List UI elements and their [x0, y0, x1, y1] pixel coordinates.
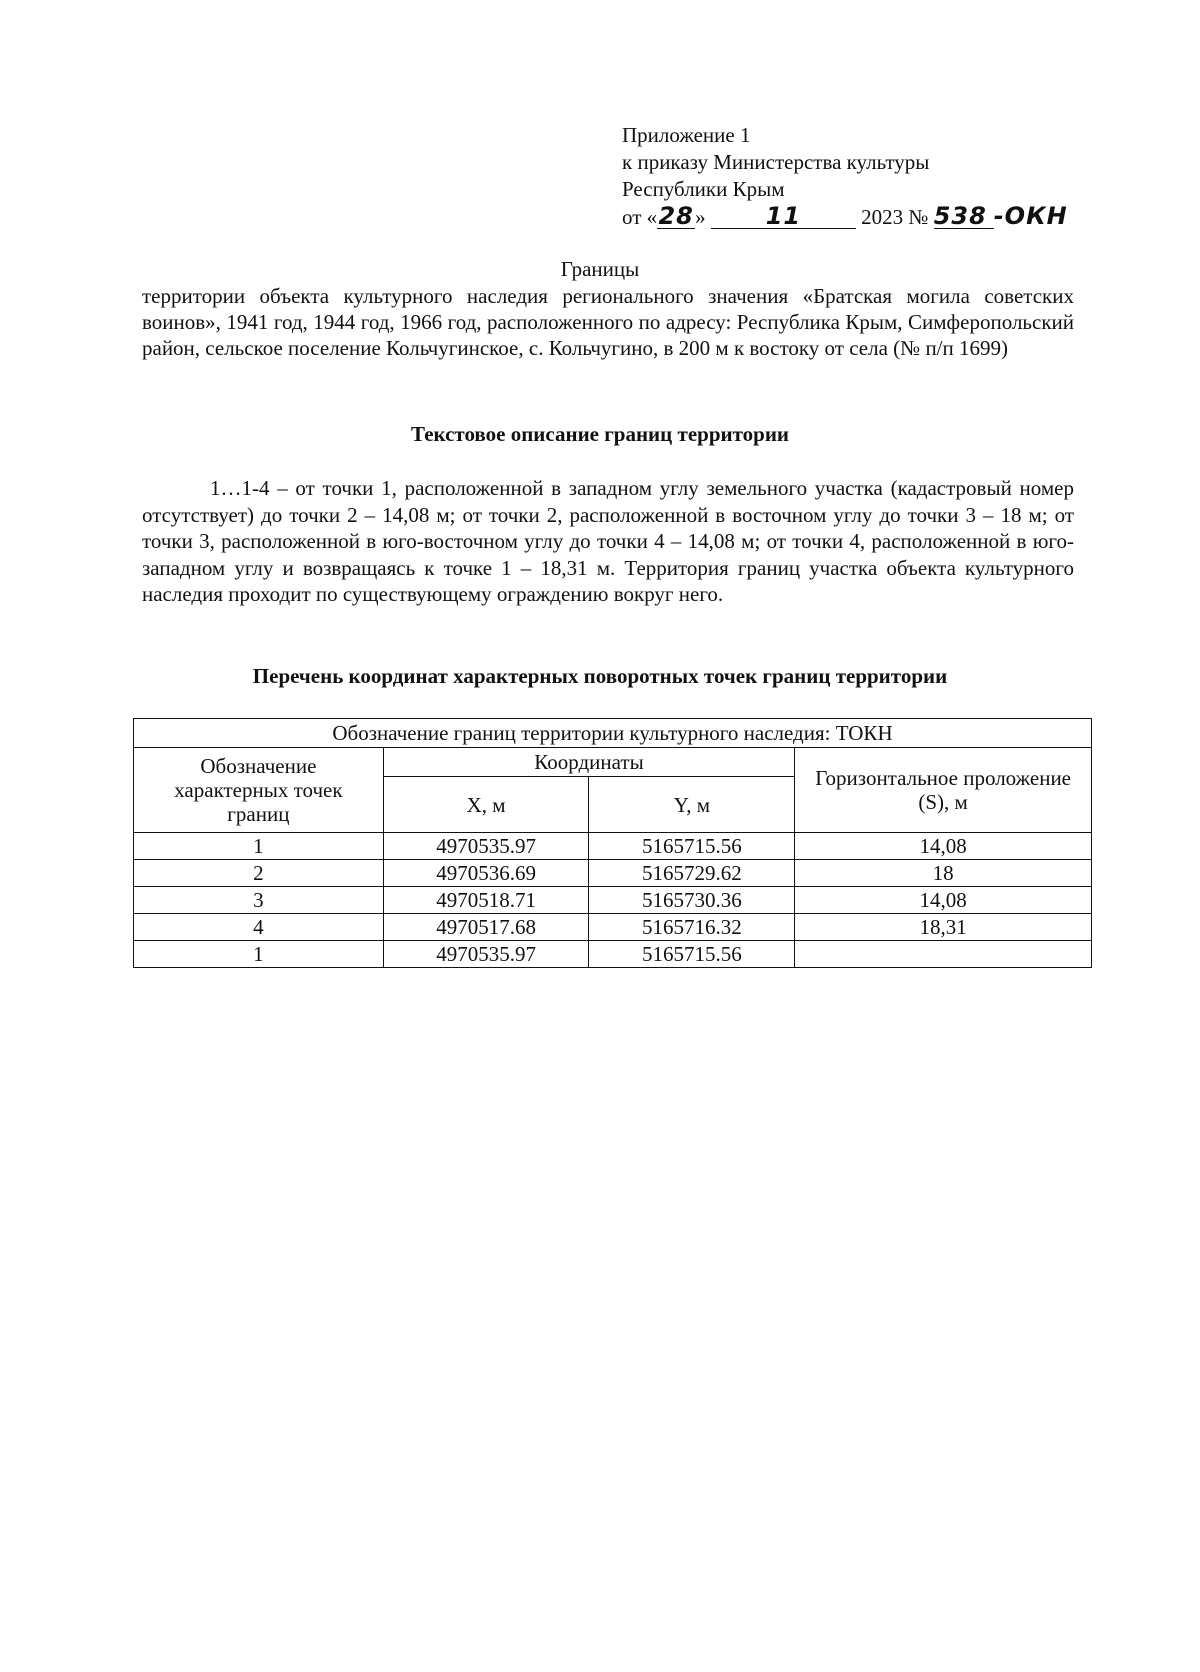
description-paragraph: 1…1-4 – от точки 1, расположенной в западном углу земельного участка (кадастровый номер отсутствует) до точки 2 – 14,08 м; от точки 2, расположенной в восточном углу до точки 3 – 18 м; от точки 3, расположенной в юго-восточном углу до точки 4 – 14,08 м; от точки 4, расположенной в юго-западном углу и возвращаясь к точке 1 – 18,31 м. Территория границ участка объекта культурного наследия проходит по существующему ограждению вокруг него. — [142, 476, 1074, 606]
appendix-line-1: Приложение 1 — [622, 123, 751, 147]
handwritten-month: 11 — [711, 204, 856, 229]
table-row — [134, 941, 1092, 968]
date-prefix: от « — [622, 205, 658, 229]
cell-point: 3 — [134, 887, 384, 914]
table-row — [134, 887, 1092, 914]
handwritten-order-number: 538 — [934, 204, 994, 229]
appendix-header — [622, 122, 1068, 231]
cell-x: 4970517.68 — [383, 914, 589, 941]
header-horizontal-distance: Горизонтальное проложение (S), м — [795, 748, 1092, 833]
cell-point: 1 — [134, 941, 384, 968]
cell-x: 4970518.71 — [383, 887, 589, 914]
cell-y: 5165729.62 — [589, 860, 795, 887]
cell-x: 4970535.97 — [383, 833, 589, 860]
header-x: X, м — [383, 777, 589, 833]
document-heading: Границы — [560, 257, 640, 281]
table-row — [134, 914, 1092, 941]
year-label: 2023 № — [861, 205, 929, 229]
cell-x: 4970536.69 — [383, 860, 589, 887]
cell-s: 18,31 — [795, 914, 1092, 941]
section-title-description: Текстовое описание границ территории — [410, 422, 790, 446]
table-caption-row — [134, 719, 1092, 748]
table-row — [134, 860, 1092, 887]
appendix-line-2: к приказу Министерства культуры — [622, 150, 930, 174]
cell-x: 4970535.97 — [383, 941, 589, 968]
cell-s: 14,08 — [795, 833, 1092, 860]
cell-s: 14,08 — [795, 887, 1092, 914]
intro-paragraph: территории объекта культурного наследия регионального значения «Братская могила советских воинов», 1941 год, 1944 год, 1966 год, расположенного по адресу: Республика Крым, Симферопольский район, сельское поселение Кольчугинское, с. Кольчугино, в 200 м к востоку от села (№ п/п 1699) — [142, 284, 1074, 360]
cell-y: 5165716.32 — [589, 914, 795, 941]
section-title-coordinates: Перечень координат характерных поворотных точек границ территории — [252, 664, 948, 688]
cell-s: 18 — [795, 860, 1092, 887]
table-caption: Обозначение границ территории культурного наследия: ТОКН — [134, 719, 1092, 748]
table-header-row-1 — [134, 748, 1092, 777]
coordinates-table — [133, 718, 1092, 968]
appendix-line-3: Республики Крым — [622, 177, 785, 201]
quote-close: » — [695, 205, 706, 229]
cell-point: 1 — [134, 833, 384, 860]
appendix-date-line — [622, 203, 1068, 231]
cell-point: 2 — [134, 860, 384, 887]
cell-y: 5165730.36 — [589, 887, 795, 914]
handwritten-order-suffix: -ОКН — [993, 202, 1068, 230]
header-coordinates: Координаты — [383, 748, 795, 777]
cell-point: 4 — [134, 914, 384, 941]
cell-s — [795, 941, 1092, 968]
header-point: Обозначение характерных точек границ — [134, 748, 384, 833]
cell-y: 5165715.56 — [589, 941, 795, 968]
table-row — [134, 833, 1092, 860]
header-y: Y, м — [589, 777, 795, 833]
handwritten-day: 28 — [658, 202, 694, 230]
cell-y: 5165715.56 — [589, 833, 795, 860]
